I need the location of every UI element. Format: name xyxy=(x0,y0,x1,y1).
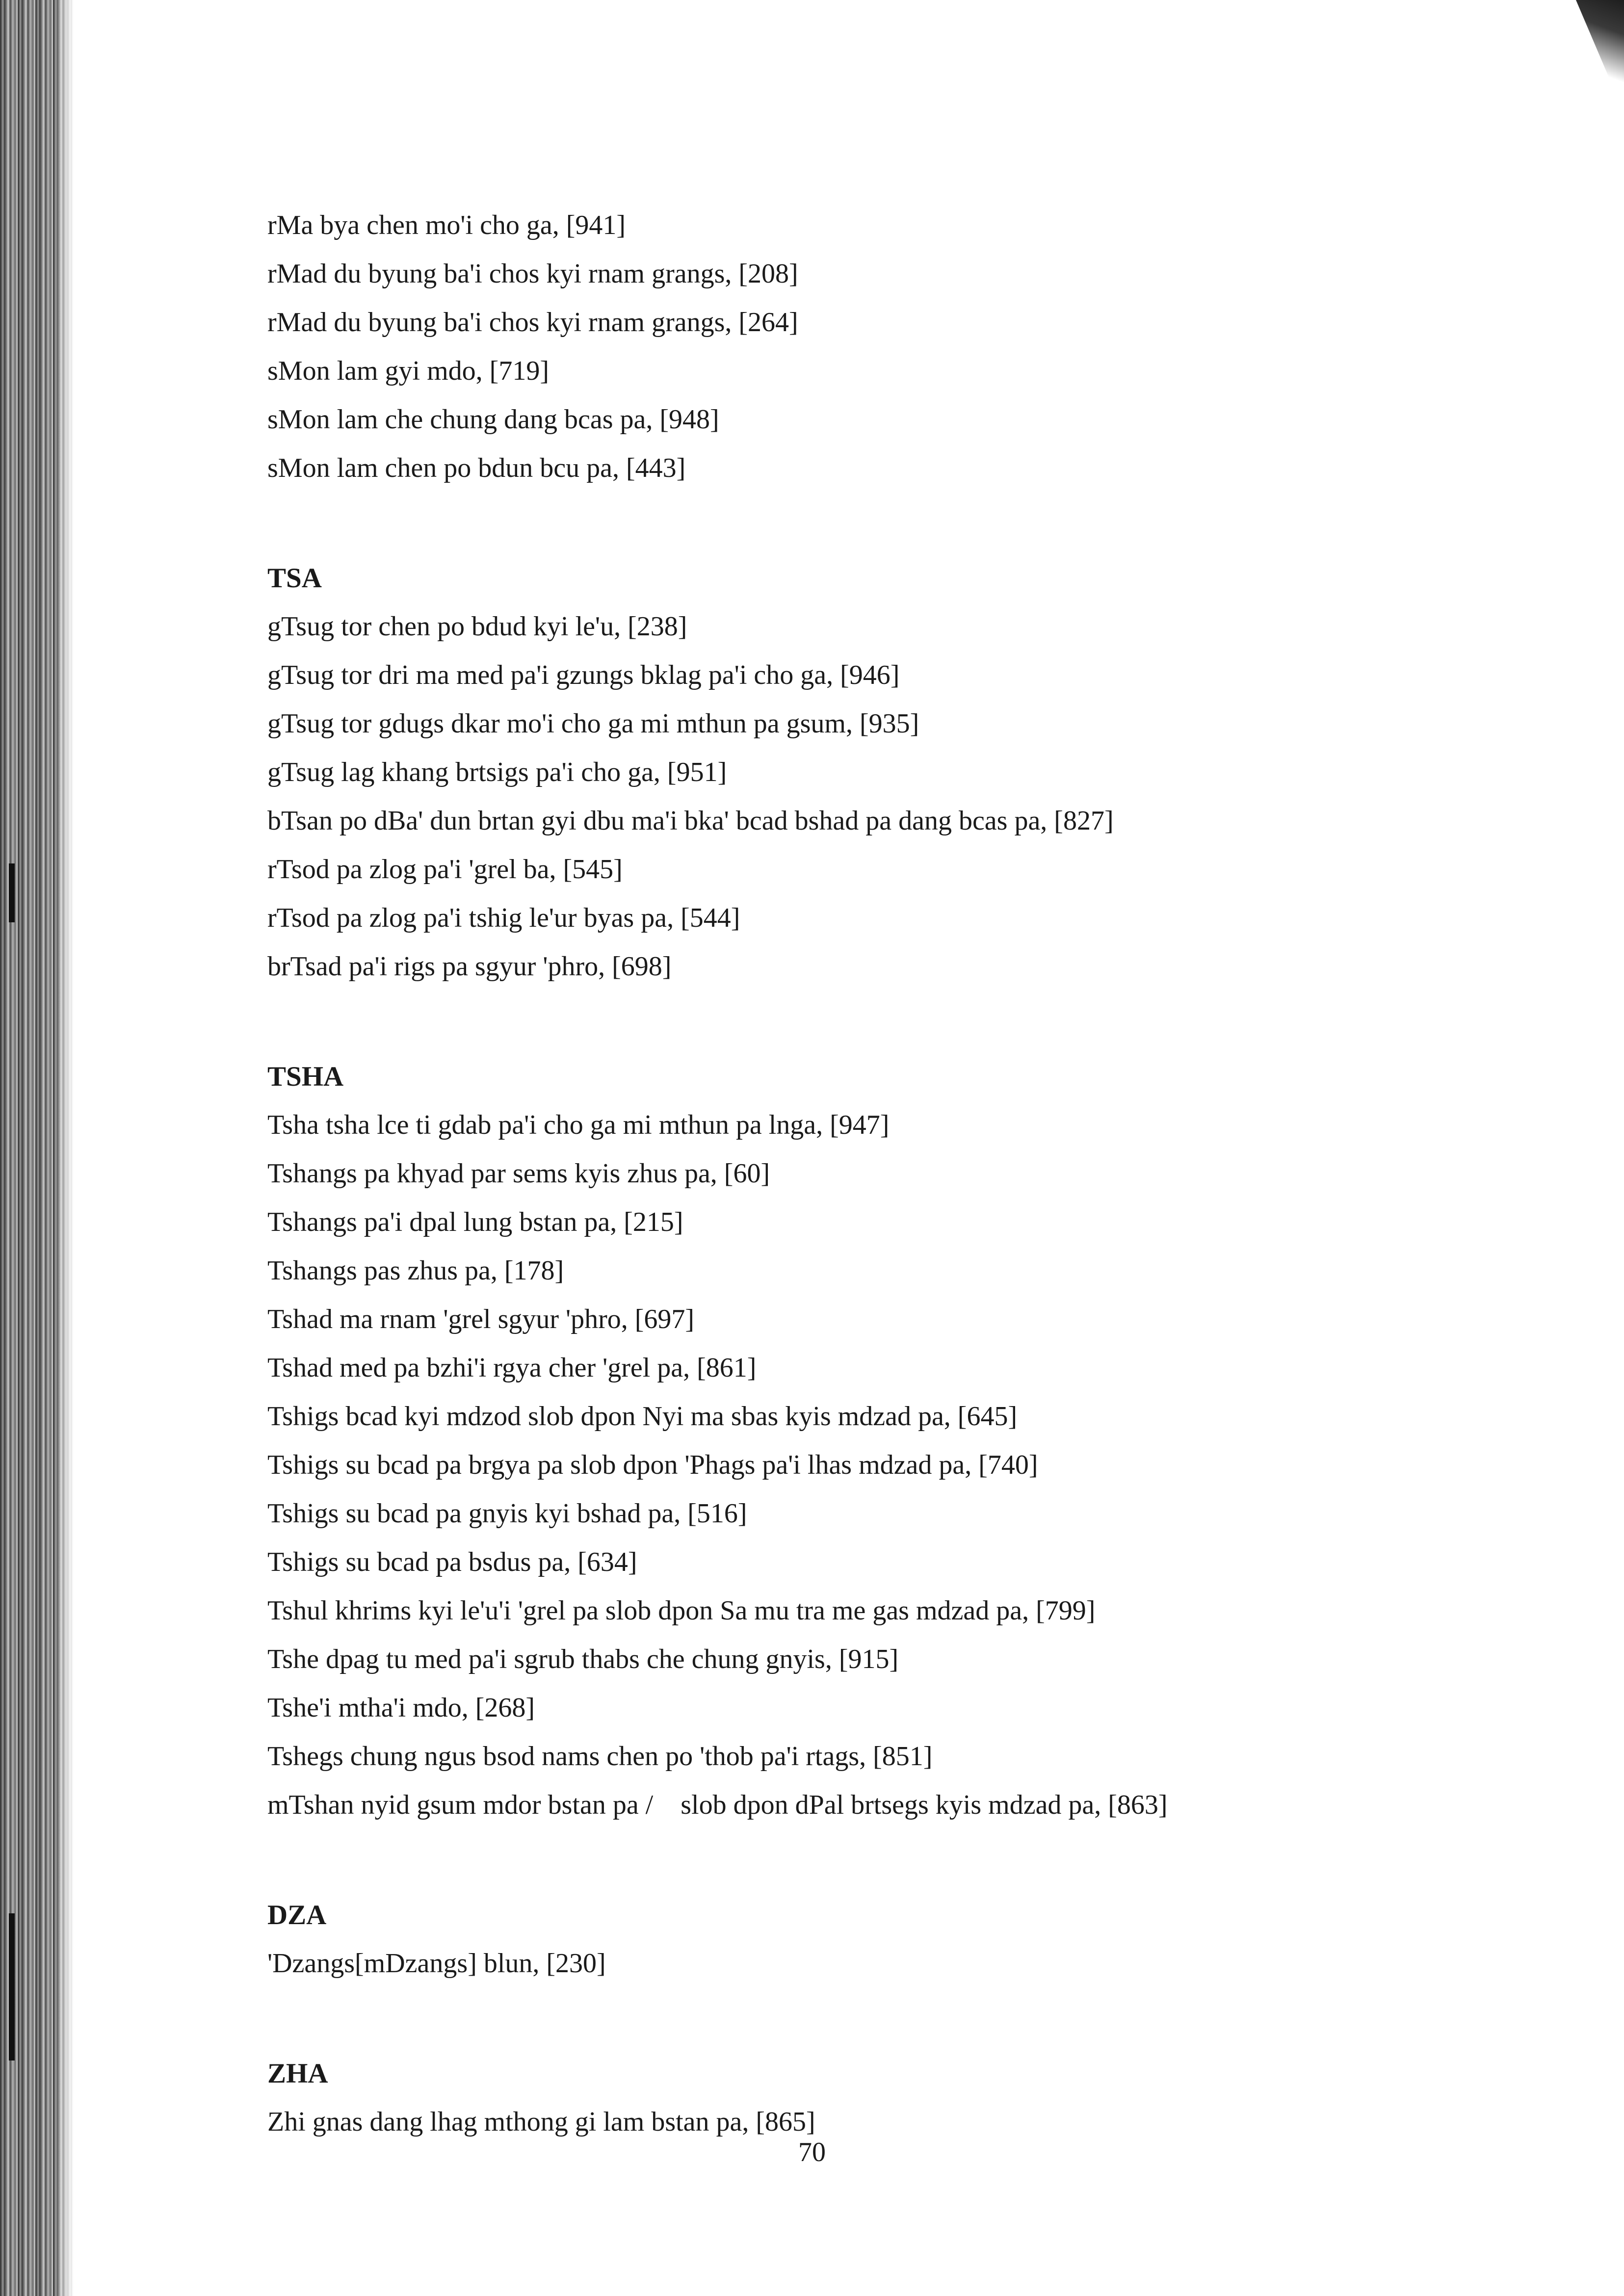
index-entry: Tshegs chung ngus bsod nams chen po 'thob pa'i rtags, [851] xyxy=(267,1741,933,1772)
index-entry: Tshangs pa'i dpal lung bstan pa, [215] xyxy=(267,1207,683,1237)
index-entry: sMon lam che chung dang bcas pa, [948] xyxy=(267,404,719,435)
index-entry: Tshangs pa khyad par sems kyis zhus pa, [60] xyxy=(267,1158,770,1189)
index-entry: Tshad med pa bzhi'i rgya cher 'grel pa, [861] xyxy=(267,1353,757,1383)
page-corner-shadow xyxy=(1555,0,1624,113)
index-entry: rTsod pa zlog pa'i tshig le'ur byas pa, [544] xyxy=(267,903,740,933)
section-heading: ZHA xyxy=(267,2058,328,2089)
index-section-dza xyxy=(267,1891,1494,1988)
index-entry: 'Dzangs[mDzangs] blun, [230] xyxy=(267,1948,606,1979)
index-entry: rMa bya chen mo'i cho ga, [941] xyxy=(267,210,626,240)
index-entry: Tshad ma rnam 'grel sgyur 'phro, [697] xyxy=(267,1304,695,1334)
binding-mark xyxy=(9,1913,15,2061)
index-entry: Zhi gnas dang lhag mthong gi lam bstan pa, [865] xyxy=(267,2107,815,2137)
index-section-tsa xyxy=(267,554,1494,991)
binding-mark xyxy=(9,863,15,922)
index-entry: Tshigs su bcad pa gnyis kyi bshad pa, [516] xyxy=(267,1498,747,1529)
index-entry: Tshigs su bcad pa bsdus pa, [634] xyxy=(267,1547,637,1577)
index-section-tsha xyxy=(267,1052,1494,1829)
index-list xyxy=(267,201,1494,2208)
index-entry: rTsod pa zlog pa'i 'grel ba, [545] xyxy=(267,854,623,885)
index-entry: sMon lam gyi mdo, [719] xyxy=(267,356,549,386)
index-entry: Tshigs su bcad pa brgya pa slob dpon 'Phags pa'i lhas mdzad pa, [740] xyxy=(267,1450,1038,1480)
index-entry: Tshe dpag tu med pa'i sgrub thabs che chung gnyis, [915] xyxy=(267,1644,899,1674)
index-entry: gTsug lag khang brtsigs pa'i cho ga, [951] xyxy=(267,757,727,787)
section-heading: TSHA xyxy=(267,1061,344,1092)
index-entry: Tshe'i mtha'i mdo, [268] xyxy=(267,1693,535,1723)
section-heading: TSA xyxy=(267,563,322,594)
index-entry: Tsha tsha lce ti gdab pa'i cho ga mi mthun pa lnga, [947] xyxy=(267,1110,890,1140)
index-section-zha xyxy=(267,2049,1494,2146)
index-entry: gTsug tor chen po bdud kyi le'u, [238] xyxy=(267,611,687,642)
index-entry: rMad du byung ba'i chos kyi rnam grangs, [208] xyxy=(267,259,798,289)
index-entry: gTsug tor gdugs dkar mo'i cho ga mi mthun pa gsum, [935] xyxy=(267,708,919,739)
index-entry: sMon lam chen po bdun bcu pa, [443] xyxy=(267,453,686,483)
index-entry: mTshan nyid gsum mdor bstan pa / slob dpon dPal brtsegs kyis mdzad pa, [863] xyxy=(267,1790,1168,1820)
index-entry: Tshangs pas zhus pa, [178] xyxy=(267,1255,564,1286)
section-heading: DZA xyxy=(267,1900,327,1931)
index-entry: brTsad pa'i rigs pa sgyur 'phro, [698] xyxy=(267,951,672,982)
index-entry: rMad du byung ba'i chos kyi rnam grangs, [264] xyxy=(267,307,798,338)
index-entry: Tshul khrims kyi le'u'i 'grel pa slob dpon Sa mu tra me gas mdzad pa, [799] xyxy=(267,1595,1096,1626)
index-section-ma-continued xyxy=(267,201,1494,493)
book-binding-shadow xyxy=(0,0,74,2296)
index-entry: bTsan po dBa' dun brtan gyi dbu ma'i bka' bcad bshad pa dang bcas pa, [827] xyxy=(267,806,1114,836)
page-number: 70 xyxy=(798,2137,826,2167)
index-entry: gTsug tor dri ma med pa'i gzungs bklag pa'i cho ga, [946] xyxy=(267,660,900,690)
index-entry: Tshigs bcad kyi mdzod slob dpon Nyi ma sbas kyis mdzad pa, [645] xyxy=(267,1401,1018,1432)
